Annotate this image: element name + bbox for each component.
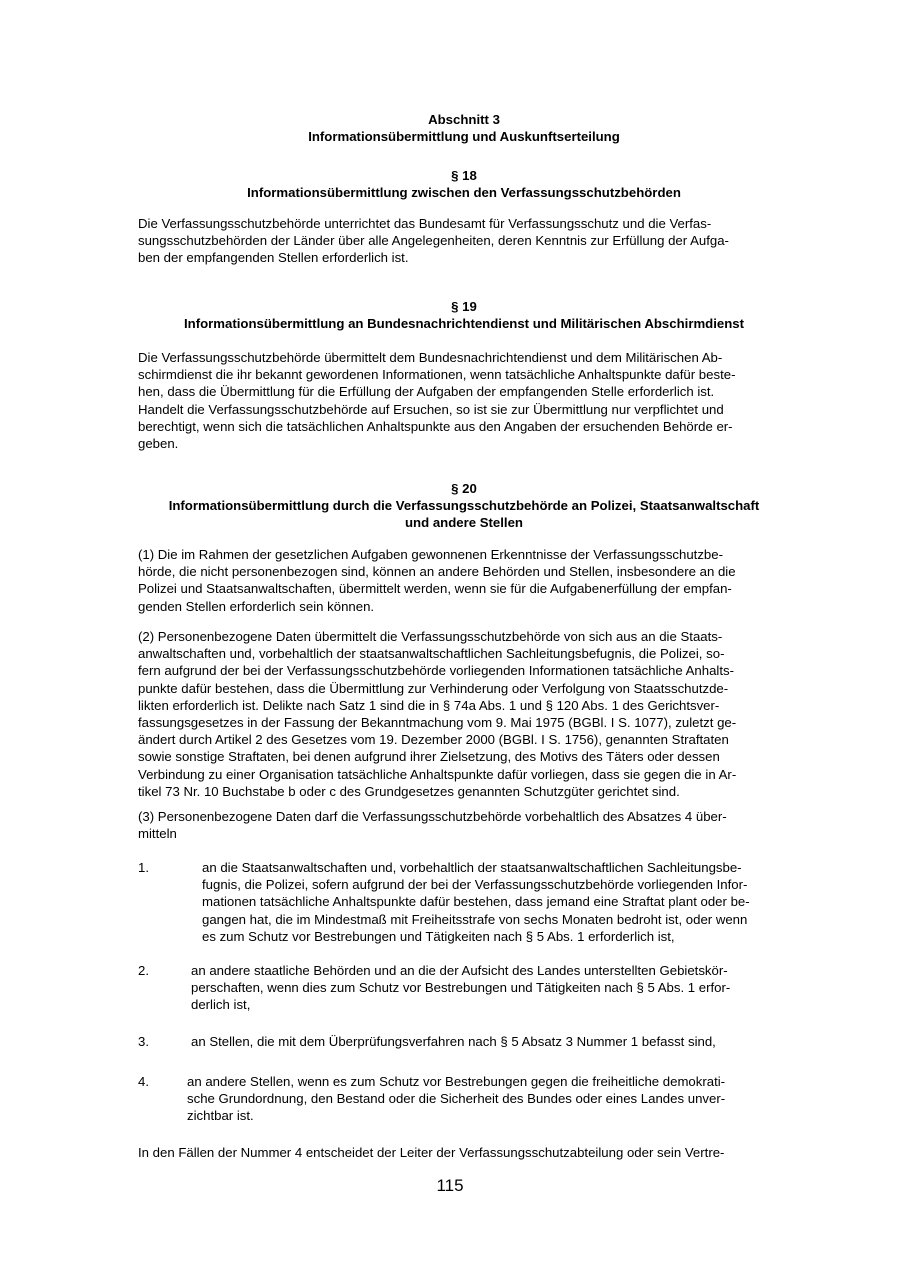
paragraph-18-number: § 18 <box>451 168 477 183</box>
paragraph-19-title: Informationsübermittlung an Bundesnachrichtendienst und Militärischen Abschirmdienst <box>183 316 745 332</box>
text-line: hen, dass die Übermittlung für die Erfüllung der Aufgaben der empfangenden Stelle erforderlich ist. <box>138 384 715 400</box>
text-line: ben der empfangenden Stellen erforderlich ist. <box>138 250 409 266</box>
paragraph-20-absatz-3 <box>138 808 790 842</box>
list-item-number: 4. <box>138 1074 149 1089</box>
section-heading <box>138 111 790 145</box>
paragraph-18-heading <box>138 167 790 201</box>
list-item-text <box>202 859 750 945</box>
list-item-number: 2. <box>138 963 149 978</box>
text-line: fassungsgesetzes in der Fassung der Bekanntmachung vom 9. Mai 1975 (BGBl. I S. 1077), zuletzt ge- <box>138 715 737 731</box>
text-line: an die Staatsanwaltschaften und, vorbehaltlich der staatsanwaltschaftlichen Sachleitungsbe- <box>202 860 742 875</box>
text-line: mitteln <box>138 826 177 842</box>
section-title: Informationsübermittlung und Auskunftserteilung <box>308 129 620 145</box>
text-line: an andere staatliche Behörden und an die der Aufsicht des Landes unterstellten Gebietskör- <box>191 963 728 978</box>
text-line: likten erforderlich ist. Delikte nach Satz 1 sind die in § 74a Abs. 1 und § 120 Abs. 1 des Gerichtsver- <box>138 697 720 713</box>
text-line: perschaften, wenn dies zum Schutz vor Bestrebungen und Tätigkeiten nach § 5 Abs. 1 erfor- <box>191 980 731 996</box>
paragraph-19-text <box>138 349 790 452</box>
text-line: genden Stellen erforderlich sein können. <box>138 598 375 614</box>
paragraph-18-text <box>138 215 790 267</box>
text-line: punkte dafür bestehen, dass die Übermittlung zur Verhinderung oder Verfolgung von Staatsschutzde- <box>138 680 729 696</box>
paragraph-19-number: § 19 <box>451 299 477 314</box>
text-line: schirmdienst die ihr bekannt gewordenen Informationen, wenn tatsächliche Anhaltspunkte dafür beste- <box>138 367 736 383</box>
text-line: Polizei und Staatsanwaltschaften, übermittelt werden, wenn sie für die Aufgabenerfüllung der empfan- <box>138 581 732 597</box>
text-line: an Stellen, die mit dem Überprüfungsverfahren nach § 5 Absatz 3 Nummer 1 befasst sind, <box>191 1034 716 1049</box>
paragraph-20-absatz-2 <box>138 628 790 800</box>
text-line: fugnis, die Polizei, sofern aufgrund der bei der Verfassungsschutzbehörde vorliegenden Infor- <box>202 877 748 893</box>
page-number: 115 <box>436 1176 464 1195</box>
text-line: geben. <box>138 436 179 452</box>
text-line: sche Grundordnung, den Bestand oder die Sicherheit des Bundes oder eines Landes unver- <box>187 1091 726 1107</box>
list-item-number: 1. <box>138 860 149 875</box>
list-item-text <box>191 1033 716 1050</box>
text-line: anwaltschaften und, vorbehaltlich der staatsanwaltschaftlichen Sachleitungsbefugnis, die Polizei, so- <box>138 646 725 662</box>
text-line: hörde, die nicht personenbezogen sind, können an andere Behörden und Stellen, insbesondere an die <box>138 564 736 580</box>
paragraph-19-heading <box>138 298 790 332</box>
text-line: sowie sonstige Straftaten, bei denen aufgrund ihrer Zielsetzung, des Motivs des Täters oder dessen <box>138 749 720 765</box>
list-item-text <box>187 1073 725 1125</box>
section-number: Abschnitt 3 <box>428 112 500 127</box>
text-line: In den Fällen der Nummer 4 entscheidet der Leiter der Verfassungsschutzabteilung oder sein Vertre- <box>138 1145 725 1160</box>
text-line: Die Verfassungsschutzbehörde unterrichtet das Bundesamt für Verfassungsschutz und die Verfas- <box>138 216 712 231</box>
text-line: tikel 73 Nr. 10 Buchstabe b oder c des Grundgesetzes genannten Schutzgüter gerichtet sind. <box>138 783 680 799</box>
paragraph-18-title: Informationsübermittlung zwischen den Verfassungsschutzbehörden <box>247 185 681 201</box>
paragraph-20-title-line-1: Informationsübermittlung durch die Verfassungsschutzbehörde an Polizei, Staatsanwaltschaft <box>168 498 760 514</box>
text-line: berechtigt, wenn sich die tatsächlichen Anhaltspunkte aus den Angaben der ersuchenden Behörde er- <box>138 418 733 434</box>
list-item-text <box>191 962 730 1014</box>
text-line: ändert durch Artikel 2 des Gesetzes vom 19. Dezember 2000 (BGBl. I S. 1756), genannten Straftaten <box>138 732 729 748</box>
text-line: zichtbar ist. <box>187 1108 254 1124</box>
text-line: gangen hat, die im Mindestmaß mit Freiheitsstrafe von sechs Monaten bedroht ist, oder wenn <box>202 911 748 927</box>
text-line: (2) Personenbezogene Daten übermittelt die Verfassungsschutzbehörde von sich aus an die Staats- <box>138 629 723 644</box>
paragraph-20-absatz-1 <box>138 546 790 615</box>
text-line: mationen tatsächliche Anhaltspunkte dafür bestehen, dass jemand eine Straftat plant oder be- <box>202 894 750 910</box>
text-line: Die Verfassungsschutzbehörde übermittelt dem Bundesnachrichtendienst und dem Militärischen Ab- <box>138 350 723 365</box>
text-line: (3) Personenbezogene Daten darf die Verfassungsschutzbehörde vorbehaltlich des Absatzes 4 über- <box>138 809 727 824</box>
text-line: Verbindung zu einer Organisation tatsächliche Anhaltspunkte dafür vorliegen, dass sie gegen die in Ar- <box>138 766 737 782</box>
text-line: fern aufgrund der bei der Verfassungsschutzbehörde vorliegenden Informationen tatsächliche Anhalts- <box>138 663 735 679</box>
text-line: (1) Die im Rahmen der gesetzlichen Aufgaben gewonnenen Erkenntnisse der Verfassungsschutzbe- <box>138 547 723 562</box>
text-line: es zum Schutz vor Bestrebungen und Tätigkeiten nach § 5 Abs. 1 erforderlich ist, <box>202 928 675 944</box>
text-line: an andere Stellen, wenn es zum Schutz vor Bestrebungen gegen die freiheitliche demokrati- <box>187 1074 726 1089</box>
text-line: derlich ist, <box>191 997 251 1013</box>
text-line: Handelt die Verfassungsschutzbehörde auf Ersuchen, so ist sie zur Übermittlung nur verpflichtet und <box>138 401 724 417</box>
paragraph-20-final-sentence <box>138 1144 790 1161</box>
paragraph-20-number: § 20 <box>451 481 477 496</box>
text-line: sungsschutzbehörden der Länder über alle Angelegenheiten, deren Kenntnis zur Erfüllung der Aufga- <box>138 233 729 249</box>
list-item-number: 3. <box>138 1034 149 1049</box>
paragraph-20-heading <box>138 480 790 532</box>
paragraph-20-title-line-2: und andere Stellen <box>405 515 523 531</box>
